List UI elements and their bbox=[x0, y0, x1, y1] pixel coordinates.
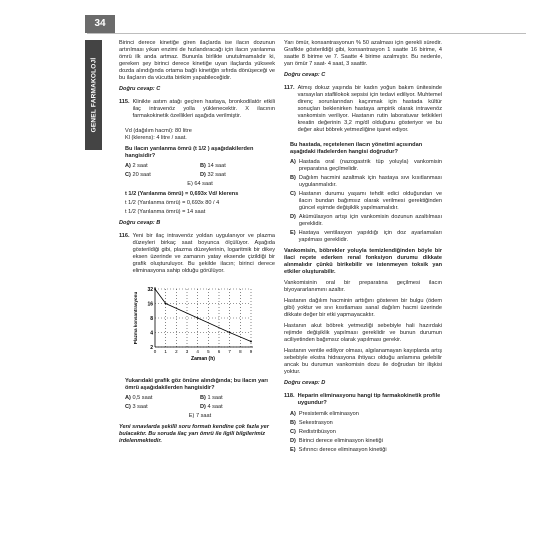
question-text: Yeni bir ilaç intravenöz yoldan uygulanıyor ve plazma düzeyleri birkaç saat boyunca ölçülüyor. Aşağıda gösterildiği gibi, plazma düzeylerinin, logaritmik bir dikey eksen üzerinde ve zamanın yatay eksende çizildiği bir grafik oluşturuluyor. Bu şekilde ilacın; birinci derece eliminasyona sahip olduğu görülüyor. bbox=[132, 233, 275, 274]
question-prompt: Yukarıdaki grafik göz önüne alındığında; bu ilacın yarı ömrü aşağıdakilerden hangisidir? bbox=[125, 378, 268, 391]
question-number: 118. bbox=[284, 393, 295, 399]
data-point bbox=[154, 288, 156, 290]
left-column bbox=[119, 40, 275, 445]
option-e[interactable]: E) Hastaya ventilasyon yapıldığı için doz ayarlamaları yapılması gereklidir. bbox=[290, 230, 442, 243]
question-number: 116. bbox=[119, 233, 130, 239]
question-117 bbox=[284, 85, 442, 138]
option-e[interactable]: E) 64 saat bbox=[187, 181, 213, 187]
y-tick-label: 16 bbox=[147, 301, 153, 308]
question-prompt: Bu hastada, reçetelenen ilacın yönetimi açısından aşağıdaki ifadelerden hangisi doğrudur? bbox=[290, 142, 423, 155]
options-117 bbox=[284, 159, 442, 244]
x-tick-label: 6 bbox=[217, 349, 221, 354]
x-tick-label: 0 bbox=[153, 349, 157, 354]
question-prompt: Bu ilacın yarılanma ömrü (t 1/2 ) aşağıdakilerden hangisidir? bbox=[125, 146, 254, 159]
explanation-116: Yarı ömür, konsantrasyonun % 50 azalması için gerekli süredir. Grafikte gösterildiği gibi, konsantrasyon 1 saatte 16 birime, 4 saatte 8 birime ve 7. Saatte 4 birime azalmıştır. Bu nedenle, yarı ömür 7 saat- 4 saat, 3 saattir. bbox=[284, 40, 442, 67]
options-115 bbox=[125, 163, 275, 188]
y-tick-label: 2 bbox=[150, 345, 153, 351]
option-d[interactable]: D) Birinci derece eliminasyon kinetiği bbox=[290, 438, 383, 444]
x-tick-label: 9 bbox=[249, 349, 253, 354]
equation-3: t 1/2 (Yarılanma ömrü) = 14 saat bbox=[125, 209, 206, 215]
x-tick-label: 2 bbox=[175, 349, 178, 354]
option-c[interactable]: C) Hastanın durumu yaşamı tehdit edici olduğundan ve ilacın bundan bağımsız olarak verilmesi gerektiğinden güncel eşimde değişiklik yapılmamalıdır. bbox=[290, 191, 442, 211]
explanation-paragraph: Hastanın dağılım hacminin arttığını gösteren bir bulgu (ödem gibi) yoktur ve sıvı kısıtlaması sanal dağılım hacmi üzerinde dikkate değer bir etki yapmayacaktır. bbox=[284, 298, 442, 318]
option-a[interactable]: A) Hastada oral (nazogastrik tüp yoluyla) vankomisin preparatına geçilmelidir. bbox=[290, 159, 442, 172]
data-point bbox=[229, 332, 231, 334]
option-d[interactable]: D) Akümülasyon artışı için vankomisin dozunun azaltılması gereklidir. bbox=[290, 214, 442, 227]
option-e[interactable]: E) 7 saat bbox=[188, 413, 212, 419]
y-tick-label: 8 bbox=[150, 316, 153, 322]
explanation-paragraph: Vankomisinin oral bir preparatına geçilmesi ilacın biyoyararlanımını azaltır. bbox=[284, 280, 442, 293]
option-c[interactable]: C) Redistribüsyon bbox=[290, 429, 336, 435]
question-116 bbox=[119, 233, 275, 279]
header-rule bbox=[87, 33, 526, 34]
question-text: Klinikte astım atağı geçiren hastaya, bronkodilatör etkili ilaç intravenöz yolla yüklenecektir. X ilacının farmakokinetik özellikleri aşağıda verilmiştir. bbox=[132, 99, 275, 119]
option-b[interactable]: B) Dağılım hacmini azaltmak için hastaya sıvı kısıtlanması uygulanmalıdır. bbox=[290, 175, 442, 188]
data-point bbox=[250, 341, 252, 343]
data-point bbox=[165, 303, 167, 305]
concentration-line bbox=[155, 289, 251, 342]
option-b[interactable]: B) 1 saat bbox=[200, 395, 223, 401]
side-label-bar bbox=[85, 40, 102, 150]
equation-1: t 1/2 (Yarılanma ömrü) = 0,693x Vd/ klerens bbox=[125, 191, 239, 197]
option-d[interactable]: D) 4 saat bbox=[200, 404, 223, 410]
option-b[interactable]: B) Sekestrasyon bbox=[290, 420, 333, 426]
option-a[interactable]: A) Presistemik eliminasyon bbox=[290, 411, 359, 417]
option-c[interactable]: C) 3 saat bbox=[125, 404, 148, 410]
option-c[interactable]: C) 20 saat bbox=[125, 172, 151, 178]
x-tick-label: 5 bbox=[207, 349, 210, 354]
explanation-paragraph: Hastanın akut böbrek yetmezliği sebebiyle hali hazırdaki rejimde değişiklik yapılması gereklidir ve bunun durumun aciliyetinden bağımsız olarak yapılması gerekir. bbox=[284, 323, 442, 343]
right-column bbox=[284, 40, 442, 458]
side-label: GENEL FARMAKOLOJİ bbox=[90, 57, 97, 133]
question-118 bbox=[284, 393, 442, 407]
x-tick-label: 8 bbox=[239, 349, 242, 354]
x-tick-label: 3 bbox=[185, 349, 189, 354]
option-a[interactable]: A) 0,5 saat bbox=[125, 395, 153, 401]
data-point bbox=[197, 317, 199, 319]
x-tick-label: 7 bbox=[228, 349, 231, 354]
note-text: Yeni sınavlarda şekilli soru formatı kendine çok fazla yer bulacaktır. Bu soruda ilaç yarı ömrü ile ilgili bilgilerimiz irdelenmektedir. bbox=[119, 424, 269, 444]
answer-label: Doğru cevap: C bbox=[284, 72, 326, 78]
question-number: 117. bbox=[284, 85, 295, 91]
options-116 bbox=[125, 395, 275, 420]
y-tick-label: 32 bbox=[147, 287, 153, 293]
answer-label: Doğru cevap: B bbox=[119, 220, 161, 226]
y-axis-label: Plazma konsantrasyonu bbox=[133, 291, 138, 345]
explanation-paragraph: Hastanın ventile ediliyor olması, algılanamayan kayıplarda artış sebebiyle ekstra hidrasyona ihtiyacı olduğu anlamına gelebilir ancak bu durumun vankomisin dozu ile doğrudan bir ilişkisi yoktur. bbox=[284, 348, 442, 375]
page-number: 34 bbox=[85, 15, 115, 33]
chart-svg bbox=[129, 283, 259, 369]
explanation-paragraph: Vankomisin, böbrekler yoluyla temizlendiğinden böyle bir ilaci reçete ederken renal fonksiyon durumu dikkate alınmalıdır çünkü birikebilir ve istenmeyen toksik yan etkiler oluşturabilir. bbox=[284, 248, 442, 275]
x-tick-label: 1 bbox=[164, 349, 167, 354]
answer-label: Doğru cevap: C bbox=[119, 86, 161, 92]
question-text: Atmış dokuz yaşında bir kadın yoğun bakım ünitesinde varsayılan staflilokok sepsisi için tedavi ediliyor. Muhtemel direnç sorunlarından kaçınmak için hastada kültür sonuçları beklenirken hastaya ampirik olarak intravenöz vankomisin veriliyor. Hastanın rutin laboratuvar tetkikleri kreatin değerinin 3,2 mg/dl olduğunu gösteriyor ve bu değer akut böbrek yetmezliğine işaret ediyor. bbox=[297, 85, 442, 133]
options-118 bbox=[284, 411, 442, 454]
question-number: 115. bbox=[119, 99, 130, 105]
intro-paragraph: Birinci derece kinetiğe giren ilaçlarda ise ilacın dozunun artırılması yıkan enzimi de hızlandıracağı için ilacın yarılanma ömrü ilk anda artmaz. Bununla birlikte unutulmamalıdır ki, gereken şey birinci derece kinetiğe uyan ilaçlarda yükseek dozda alındığında ortama bağlı kinetiğin sıfırda dönüşeceği ve bu ilaçların da vücutta birikim yapabileceğidir. bbox=[119, 40, 275, 81]
equation-2: t 1/2 (Yarılanma ömrü) = 0,693x 80 / 4 bbox=[125, 200, 220, 206]
x-axis-label: Zaman (h) bbox=[191, 356, 215, 362]
kl-line: Kl (klerens): 4 litre / saat. bbox=[125, 135, 187, 141]
option-b[interactable]: B) 14 saat bbox=[200, 163, 226, 169]
option-a[interactable]: A) 2 saat bbox=[125, 163, 148, 169]
vd-line: Vd (dağılım hacmi): 80 litre bbox=[125, 128, 192, 134]
option-d[interactable]: D) 32 saat bbox=[200, 172, 226, 178]
y-tick-label: 4 bbox=[150, 330, 153, 337]
concentration-chart bbox=[129, 283, 275, 372]
x-tick-label: 4 bbox=[196, 349, 199, 354]
question-115 bbox=[119, 99, 275, 124]
answer-label: Doğru cevap: D bbox=[284, 380, 326, 386]
option-e[interactable]: E) Sıfırıncı derece eliminasyon kinetiği bbox=[290, 447, 387, 453]
question-prompt: Heparin eliminasyonu hangi tip farmakokinetik profile uygundur? bbox=[297, 393, 441, 406]
